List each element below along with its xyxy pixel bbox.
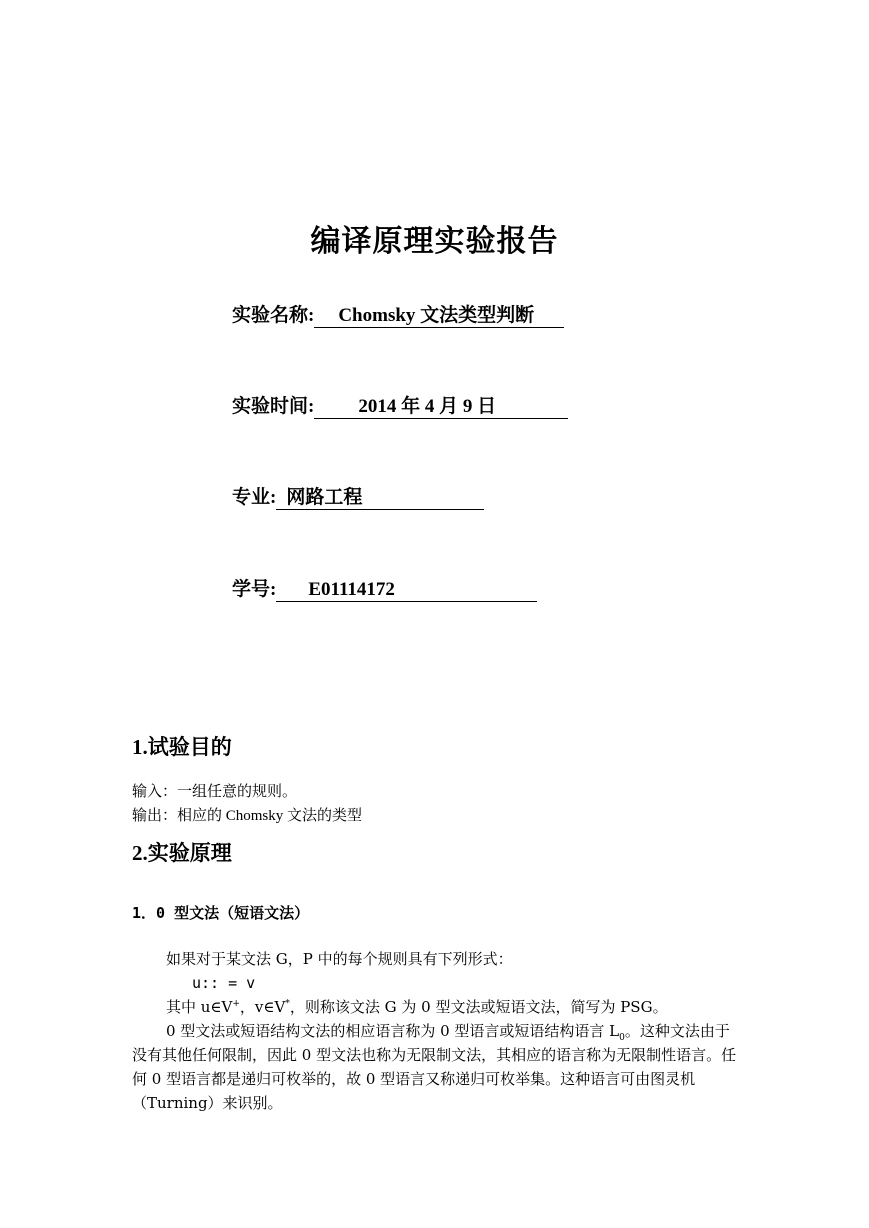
- experiment-time-label: 实验时间:: [232, 396, 315, 417]
- section-1-line-output: 输出：相应的 Chomsky 文法的类型: [132, 808, 363, 824]
- subsection-1-body: [132, 947, 742, 1115]
- experiment-time-value: 2014 年 4 月 9 日: [314, 396, 568, 419]
- section-2-heading: 2.实验原理: [132, 841, 232, 865]
- experiment-name-label: 实验名称:: [232, 305, 315, 326]
- superscript-plus: +: [232, 999, 240, 1009]
- major-label: 专业:: [232, 487, 277, 508]
- definition-text-b: ，v∈V: [239, 998, 286, 1016]
- language-paragraph: [132, 1019, 742, 1115]
- definition-text-a: 其中 u∈V: [166, 998, 233, 1016]
- student-id-label: 学号:: [232, 579, 277, 600]
- major-field: [232, 482, 484, 510]
- major-value: 网路工程: [276, 487, 484, 510]
- section-1-line-input: 输入：一组任意的规则。: [132, 784, 298, 800]
- subsection-1-heading: 1．0 型文法（短语文法）: [132, 904, 310, 922]
- language-text-a: 0 型文法或短语结构文法的相应语言称为 0 型语言或短语结构语言 L: [166, 1022, 620, 1040]
- experiment-name-value: Chomsky 文法类型判断: [314, 305, 564, 328]
- language-text-b: 。这种文法由于没有其他任何限制，因此 0 型文法也称为无限制文法，其相应的语言称为无限制性语言。任何 0 型语言都是递归可枚举的，故 0 型语言又称递归可枚举集。这种语言可由图灵机（Turning）来识别。: [132, 1022, 737, 1112]
- student-id-field: [232, 574, 537, 602]
- definition-text-c: ，则称该文法 G 为 0 型文法或短语文法，简写为 PSG。: [289, 998, 668, 1016]
- intro-paragraph: 如果对于某文法 G，P 中的每个规则具有下列形式：: [166, 950, 513, 968]
- experiment-time-field: [232, 391, 568, 419]
- document-title: 编译原理实验报告: [310, 224, 559, 259]
- student-id-value: E01114172: [276, 579, 537, 602]
- experiment-name-field: [232, 300, 564, 328]
- production-rule-formula: u:: = v: [192, 974, 256, 992]
- superscript-star: *: [285, 999, 290, 1009]
- definition-paragraph: [132, 995, 742, 1019]
- section-1-heading: 1.试验目的: [132, 735, 232, 759]
- subscript-zero: 0: [619, 1033, 625, 1043]
